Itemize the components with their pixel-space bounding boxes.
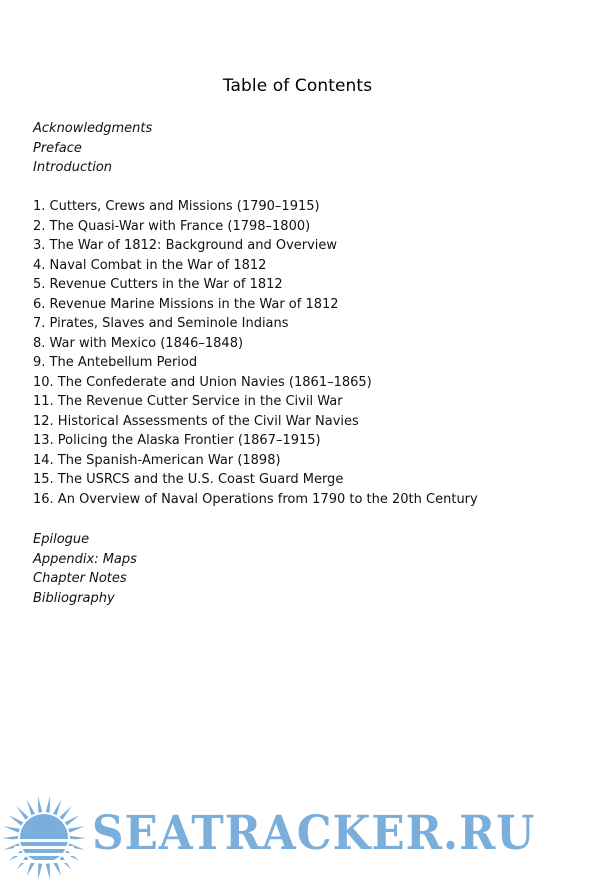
front-matter-item[interactable]: Introduction [33, 160, 113, 175]
chapter-item[interactable]: 1. Cutters, Crews and Missions (1790–1915) [33, 199, 320, 214]
sun-ray [46, 796, 50, 812]
chapter-item[interactable]: 6. Revenue Marine Missions in the War of 1812 [33, 296, 339, 312]
sun-ray [59, 806, 71, 819]
sun-ray [17, 806, 29, 819]
front-matter-item[interactable]: Acknowledgments [33, 121, 153, 136]
back-matter-item[interactable]: Appendix: Maps [33, 551, 137, 567]
chapter-item[interactable]: 15. The USRCS and the U.S. Coast Guard Merge [33, 472, 344, 487]
chapter-item[interactable]: 16. An Overview of Naval Operations from 1790 to the 20th Century [33, 491, 478, 507]
chapter-item[interactable]: 4. Naval Combat in the War of 1812 [33, 257, 267, 273]
watermark [0, 790, 595, 882]
back-matter-item[interactable]: Epilogue [33, 532, 90, 547]
chapter-item[interactable]: 13. Policing the Alaska Frontier (1867–1915) [33, 433, 321, 448]
sun-ray [46, 863, 50, 879]
sun-ray [53, 861, 62, 877]
chapter-item[interactable]: 2. The Quasi-War with France (1798–1800) [33, 218, 311, 234]
sun-ray [68, 826, 84, 833]
page-title: Table of Contents [222, 76, 373, 96]
chapter-item[interactable]: 7. Pirates, Slaves and Seminole Indians [33, 316, 289, 331]
sun-ray [38, 863, 42, 879]
chapter-item[interactable]: 9. The Antebellum Period [33, 355, 198, 370]
chapter-item[interactable]: 8. War with Mexico (1846–1848) [33, 335, 244, 351]
chapter-item[interactable]: 3. The War of 1812: Background and Overview [33, 238, 338, 253]
chapter-item[interactable]: 10. The Confederate and Union Navies (1861–1865) [33, 374, 372, 390]
chapter-item[interactable]: 11. The Revenue Cutter Service in the Civil War [33, 394, 343, 409]
chapter-list [33, 197, 573, 509]
sun-ray [53, 800, 62, 816]
sun-ray [27, 861, 35, 877]
front-matter-list [33, 119, 573, 178]
sun-ray [38, 796, 42, 812]
chapter-item[interactable]: 5. Revenue Cutters in the War of 1812 [33, 277, 283, 292]
chapter-item[interactable]: 14. The Spanish-American War (1898) [33, 452, 281, 468]
sun-over-sea-icon [0, 790, 92, 882]
sun-ray [65, 815, 80, 825]
watermark-text: SEATRACKER.RU [92, 806, 536, 861]
back-matter-list [33, 530, 573, 608]
back-matter-item[interactable]: Bibliography [33, 590, 115, 606]
front-matter-item[interactable]: Preface [33, 140, 82, 156]
back-matter-item[interactable]: Chapter Notes [33, 571, 127, 586]
sun-ray [27, 800, 35, 816]
chapter-item[interactable]: 12. Historical Assessments of the Civil War Navies [33, 413, 359, 429]
sun-ray [9, 815, 24, 825]
sun-ray [4, 826, 20, 833]
